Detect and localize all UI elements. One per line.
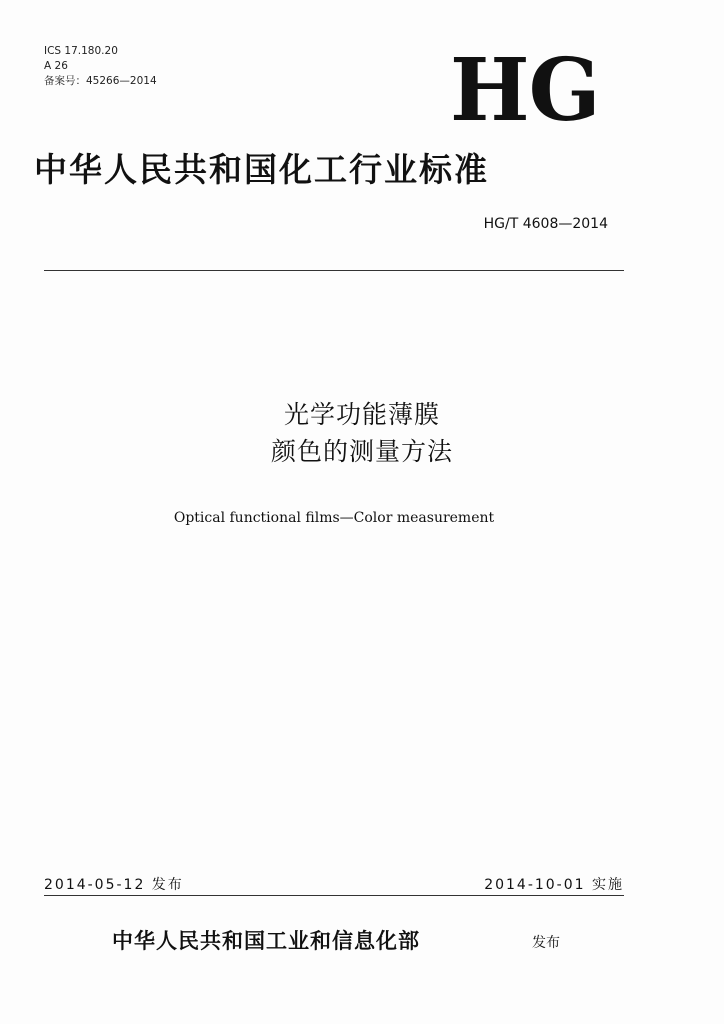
standard-category-title: 中华人民共和国化工行业标准 bbox=[34, 150, 489, 189]
classification-block bbox=[44, 44, 157, 89]
issuing-label: 发布 bbox=[532, 935, 560, 951]
filing-number: 备案号：45266—2014 bbox=[44, 75, 157, 87]
issuing-authority: 中华人民共和国工业和信息化部 bbox=[112, 928, 420, 953]
hg-logo: HG bbox=[450, 40, 600, 141]
standard-number: HG/T 4608—2014 bbox=[483, 216, 608, 232]
title-line-2: 颜色的测量方法 bbox=[270, 437, 453, 466]
ccs-code: A 26 bbox=[44, 60, 68, 72]
issue-date: 2014-05-12 发布 bbox=[44, 877, 184, 893]
ics-code: ICS 17.180.20 bbox=[44, 45, 118, 57]
title-line-1: 光学功能薄膜 bbox=[283, 400, 440, 429]
top-divider bbox=[44, 270, 624, 271]
implementation-date: 2014-10-01 实施 bbox=[484, 877, 624, 893]
date-row bbox=[44, 874, 624, 894]
bottom-divider bbox=[44, 895, 624, 896]
document-title bbox=[0, 396, 724, 470]
english-title: Optical functional films—Color measurement bbox=[173, 510, 495, 526]
